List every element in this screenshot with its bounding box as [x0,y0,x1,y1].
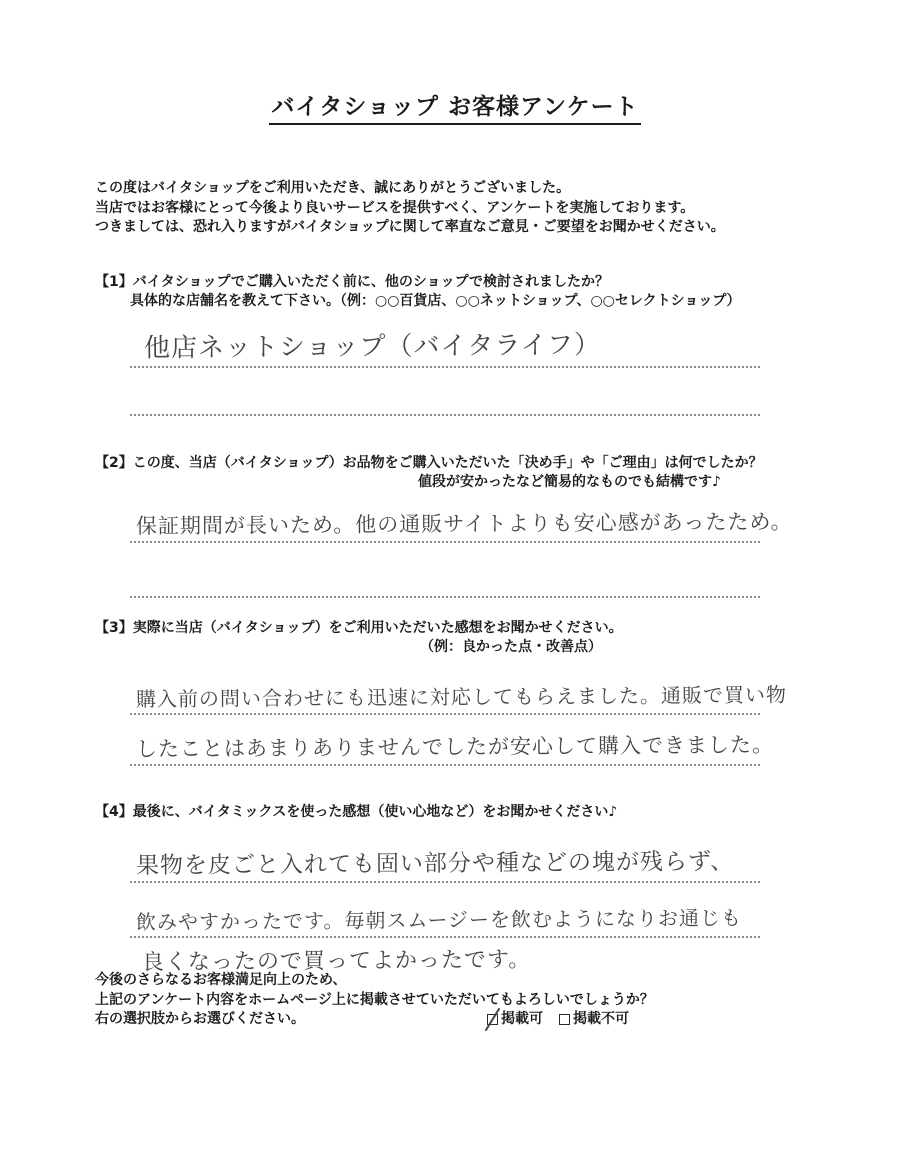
question-3-heading: 【3】実際に当店（バイタショップ）をご利用いただいた感想をお聞かせください。 [95,620,623,636]
consent-line-1: 今後のさらなるお客様満足向上のため、 [95,972,347,988]
page-title [0,88,910,121]
q3-answer-line-2 [130,716,775,766]
publish-ng-option [559,1010,629,1030]
q4-handwritten-answer-2: 飲みやすかったです。毎朝スムージーを飲むようになりお通じも [135,907,743,935]
consent-line-3 [95,1010,835,1030]
consent-instruction: 右の選択肢からお選びください。 [95,1011,305,1027]
consent-line-2: 上記のアンケート内容をホームページ上に掲載させていただいてもよろしいでしょうか？ [95,991,654,1008]
publish-ng-checkbox-unchecked [559,1014,570,1025]
q1-handwritten-answer-2 [130,411,136,414]
question-1-heading: 【1】バイタショップでご購入いただく前に、他のショップで検討されましたか？ [95,274,610,290]
publish-ng-label: 掲載不可 [573,1011,629,1027]
consent-section [95,971,835,1030]
q1-handwritten-answer: 他店ネットショップ（バイタライフ） [143,330,602,363]
q2-handwritten-answer-2 [130,593,136,596]
q1-answer-line-1 [130,316,760,368]
q3-handwritten-answer-1: 購入前の問い合わせにも迅速に対応してもらえました。通販で買い物 [135,684,788,712]
question-1-subheading: 具体的な店舗名を教えて下さい。（例：○○百貨店、○○ネットショップ、○○セレクトショップ） [130,292,741,309]
question-2-subheading: 値段が安かったなど簡易的なものでも結構です♪ [418,473,721,490]
handwritten-check-icon [484,1006,504,1032]
page-title-text: バイタショップ お客様アンケート [269,94,640,125]
consent-options [487,1010,629,1030]
q1-answer-line-2 [130,384,760,416]
q4-answer-line-1 [130,831,760,883]
q3-handwritten-answer-2: したことはあまりありませんでしたが安心して購入できました。 [135,732,775,762]
question-2 [95,454,763,491]
intro-paragraph [95,179,850,238]
q2-answer-line-2 [130,566,760,598]
question-3 [95,619,623,656]
question-3-subheading: （例：良かった点・改善点） [420,638,602,655]
q4-handwritten-answer-3: 良くなったので買ってよかったです。 [141,946,532,975]
q3-answer-line-1 [130,663,788,715]
question-4-heading: 【4】最後に、バイタミックスを使った感想（使い心地など）をお聞かせください♪ [95,804,618,820]
q4-answer-line-2 [130,886,760,938]
question-2-heading: 【2】この度、当店（バイタショップ）お品物をご購入いただいた「決め手」や「ご理由」は何でしたか？ [95,455,763,471]
question-1 [95,273,740,310]
q4-handwritten-answer-1: 果物を皮ごと入れても固い部分や種などの塊が残らず、 [135,848,735,879]
intro-line-2: 当店ではお客様にとって今後より良いサービスを提供すべく、アンケートを実施しております。 [95,199,695,216]
publish-ok-checkbox-checked [487,1014,498,1025]
intro-line-1: この度はバイタショップをご利用いただき、誠にありがとうございました。 [95,180,571,196]
q2-answer-line-1 [130,493,793,543]
intro-line-3: つきましては、恐れ入りますがバイタショップに関して率直なご意見・ご要望をお聞かせください。 [95,219,725,235]
publish-ok-label: 掲載可 [501,1011,543,1027]
question-4 [95,803,617,822]
publish-ok-option [487,1010,543,1030]
q2-handwritten-answer: 保証期間が長いため。他の通販サイトよりも安心感があったため。 [135,509,793,539]
